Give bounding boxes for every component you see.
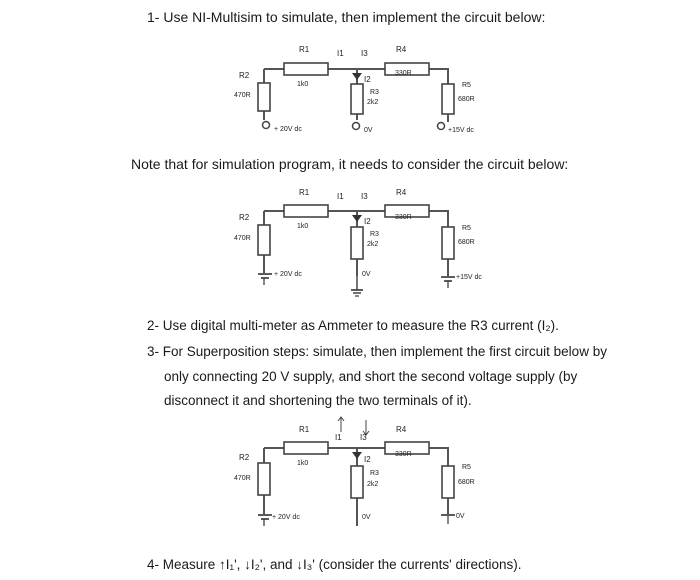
label-r4: R4 [396,45,407,54]
label-0v-right: 0V [456,513,465,520]
dc-source-20v-icon [258,515,272,526]
label-20v: + 20V dc [272,514,300,521]
note-text: Note that for simulation program, it needs to consider the circuit below: [131,156,569,172]
step1-instruction: 1- Use NI-Multisim to simulate, then implement the circuit below: [147,9,546,25]
label-0v: 0V [364,127,373,134]
label-r2: R2 [239,453,250,462]
label-i1: I1 [335,433,342,442]
label-r1-value: 1k0 [297,460,309,467]
label-i1: I1 [337,49,344,58]
label-15v: +15V dc [456,274,482,281]
label-20v: + 20V dc [274,271,302,278]
label-i2: I2 [364,217,371,226]
label-r4-value: 330R [395,70,412,77]
short-terminal-icon [441,515,455,524]
label-i3: I3 [361,49,368,58]
label-r2: R2 [239,213,250,222]
i1-prime-arrow-icon [338,417,344,432]
label-r5-value: 680R [458,96,475,103]
label-i3: I3 [361,192,368,201]
label-r1: R1 [299,425,310,434]
label-r4: R4 [396,188,407,197]
label-i2: I2 [364,75,371,84]
label-r4: R4 [396,425,407,434]
step4-instruction: 4- Measure ↑I₁', ↓I₂', and ↓I₃' (consider the currents' directions). [147,557,522,572]
label-0v: 0V [362,271,371,278]
label-r3-value: 2k2 [367,241,379,248]
label-r5-value: 680R [458,239,475,246]
label-r2-value: 470R [234,92,251,99]
label-r5: R5 [462,464,471,471]
label-r5: R5 [462,225,471,232]
label-r3: R3 [370,89,379,96]
i2-arrow-icon [352,452,362,459]
label-r4-value: 330R [395,451,412,458]
label-r4-value: 330R [395,214,412,221]
step2-instruction: 2- Use digital multi-meter as Ammeter to measure the R3 current (I₂). [147,318,559,333]
step3-instruction-line3: disconnect it and shortening the two terminals of it). [164,393,472,408]
label-i2: I2 [364,455,371,464]
label-r2: R2 [239,71,250,80]
label-r2-value: 470R [234,235,251,242]
resistor-r3 [351,466,363,498]
label-r5: R5 [462,82,471,89]
label-r3: R3 [370,470,379,477]
label-r5-value: 680R [458,479,475,486]
step3-instruction-line2: only connecting 20 V supply, and short the second voltage supply (by [164,369,578,384]
label-r1: R1 [299,45,310,54]
resistor-r5 [442,466,454,498]
resistor-r1 [284,442,328,454]
label-r1-value: 1k0 [297,223,309,230]
label-r2-value: 470R [234,475,251,482]
label-r3-value: 2k2 [367,481,379,488]
label-r1-value: 1k0 [297,81,309,88]
step3-instruction-line1: 3- For Superposition steps: simulate, then implement the first circuit below by [147,344,607,359]
label-15v: +15V dc [448,127,474,134]
label-r1: R1 [299,188,310,197]
label-i3: I3 [360,433,367,442]
resistor-r2 [258,463,270,495]
label-i1: I1 [337,192,344,201]
label-r3: R3 [370,231,379,238]
label-20v: + 20V dc [274,126,302,133]
label-r3-value: 2k2 [367,99,379,106]
label-0v: 0V [362,514,371,521]
